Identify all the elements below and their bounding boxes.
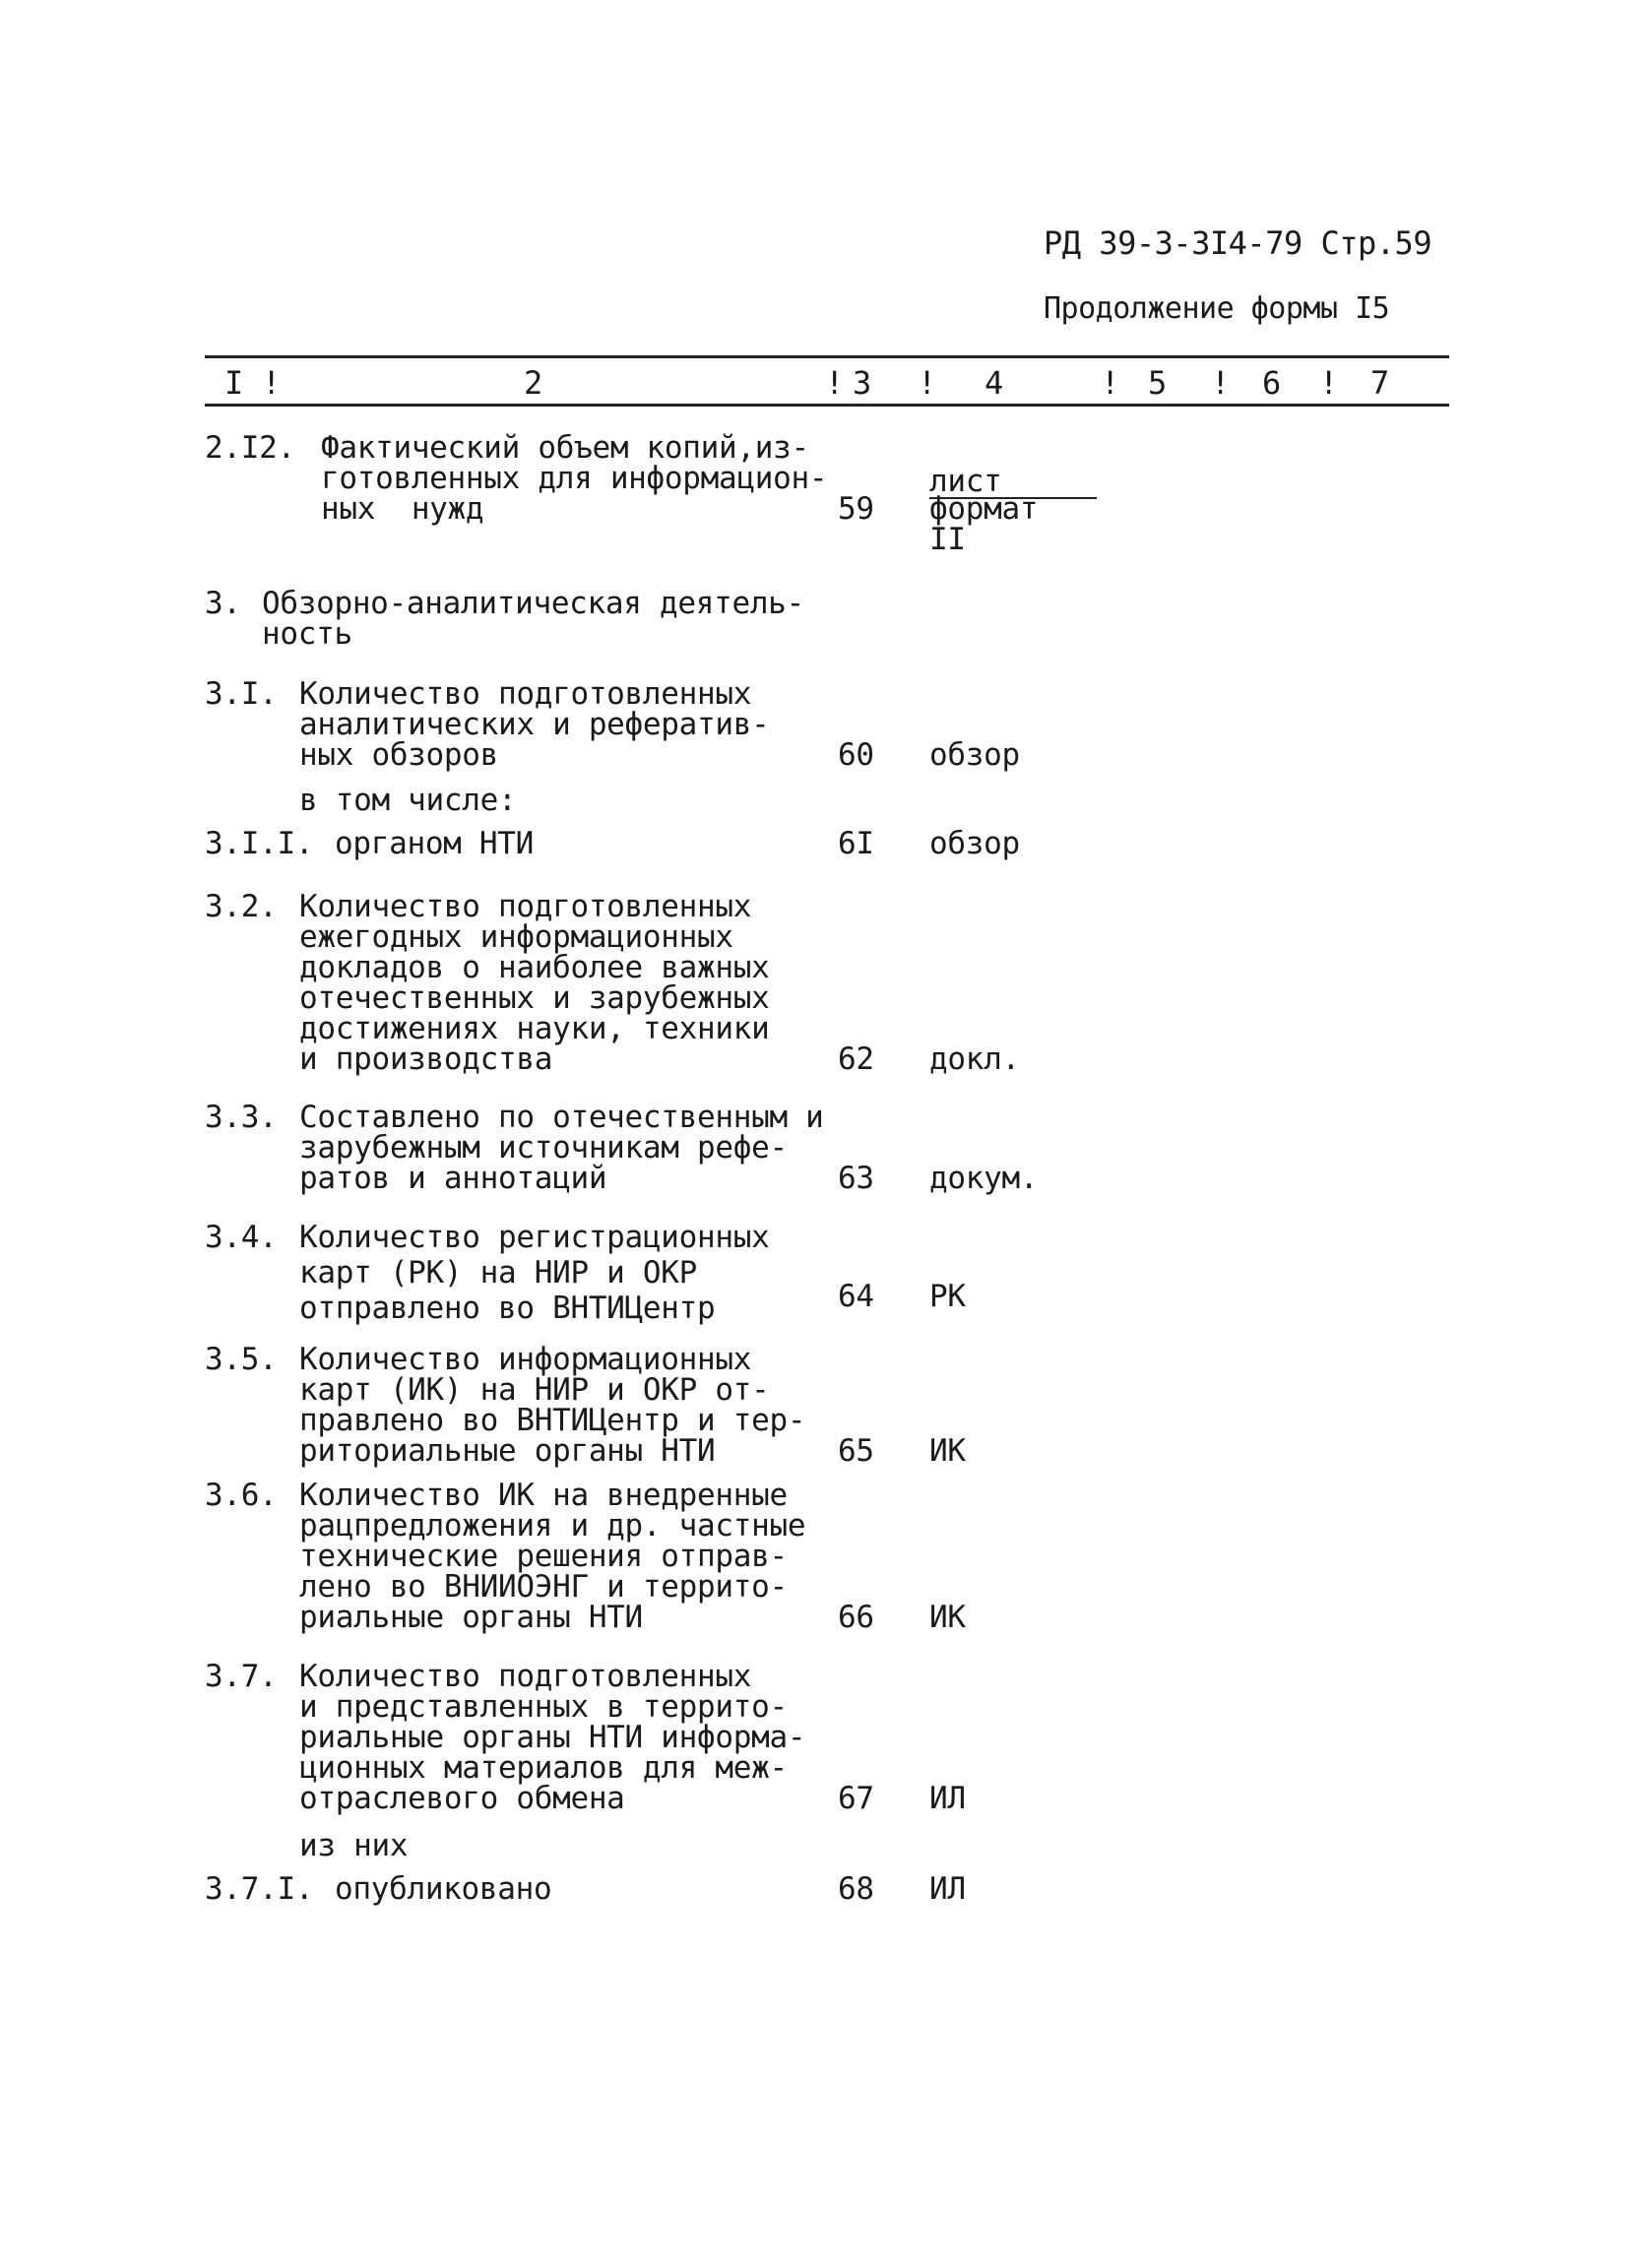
row-text-line: отправлено во ВНТИЦентр [299,1291,716,1326]
row-unit: ИК [929,1433,966,1469]
row-text-line: органом НТИ [335,826,534,861]
row-text-line: ных обзоров [299,737,498,773]
row-text-line: Количество подготовленных [299,889,752,924]
row-text-line: Количество подготовленных [299,1659,752,1694]
table-header-top-rule [205,355,1449,358]
column-header-6: 6 [1262,364,1282,402]
row-unit: РК [929,1279,966,1314]
row-text-line: зарубежным источникам рефе- [299,1130,788,1166]
row-text-line: Обзорно-аналитическая деятель- [262,586,804,621]
row-code: 59 [838,491,874,527]
column-header-7: 7 [1370,364,1390,402]
row-text-line: аналитических и рефератив- [299,707,770,742]
row-unit: обзор [929,737,1020,773]
row-code: 6I [838,826,874,861]
column-header-3: 3 [853,364,872,402]
column-separator: ! [1319,364,1339,402]
row-unit: ИЛ [929,1871,966,1907]
row-text-line: риальные органы НТИ информа- [299,1720,806,1755]
row-number: 2.I2. [205,430,295,466]
form-continuation-label: Продолжение формы I5 [1044,291,1390,326]
row-text-line: отраслевого обмена [299,1781,625,1816]
column-separator: ! [1101,364,1120,402]
row-number: 3.3. [205,1100,278,1135]
row-text-line: и производства [299,1041,553,1077]
row-text-line: достижениях науки, техники [299,1011,770,1046]
row-text-line: лено во ВНИИОЭНГ и террито- [299,1569,788,1605]
row-text-line: ратов и аннотаций [299,1161,607,1196]
row-text-line: технические решения отправ- [299,1539,788,1574]
row-number: 3.2. [205,889,278,924]
column-header-5: 5 [1148,364,1168,402]
row-unit: ИК [929,1600,966,1635]
row-text-line: готовленных для информацион- [321,461,828,496]
document-reference: РД 39-3-3I4-79 Стр.59 [1044,224,1432,262]
row-code: 63 [838,1161,874,1196]
row-number: 3. [205,586,241,621]
column-separator: ! [1211,364,1231,402]
row-text-line: отечественных и зарубежных [299,980,770,1016]
row-unit: обзор [929,826,1020,861]
row-code: 60 [838,737,874,773]
column-header-1: I [224,364,244,402]
row-text-line: карт (РК) на НИР и ОКР [299,1255,697,1291]
row-code: 65 [838,1433,874,1469]
row-code: 68 [838,1871,874,1907]
column-separator: ! [918,364,937,402]
row-text-line: ных нужд [321,491,484,527]
row-number: 3.6. [205,1478,278,1513]
section-note: в том числе: [299,783,517,818]
row-code: 64 [838,1279,874,1314]
row-text-line: докладов о наиболее важных [299,950,770,985]
row-number: 3.I. [205,676,278,712]
row-unit: докл. [929,1041,1020,1077]
row-number: 3.I.I. [205,826,314,861]
section-note: из них [299,1828,409,1863]
row-number: 3.7.I. [205,1871,314,1907]
column-separator: ! [262,364,282,402]
row-text-line: и представленных в террито- [299,1689,788,1725]
row-text-line: Количество регистрационных [299,1220,770,1255]
row-unit: ИЛ [929,1781,966,1816]
row-text-line: риториальные органы НТИ [299,1433,716,1469]
row-text-line: ционных материалов для меж- [299,1750,788,1786]
row-number: 3.5. [205,1342,278,1377]
column-header-4: 4 [985,364,1004,402]
row-text-line: Количество информационных [299,1342,752,1377]
row-text-line: ность [262,616,352,652]
row-text-line: риальные органы НТИ [299,1600,643,1635]
row-text-line: опубликовано [335,1871,552,1907]
row-text-line: Составлено по отечественным и [299,1100,824,1135]
row-number: 3.4. [205,1220,278,1255]
row-code: 66 [838,1600,874,1635]
row-number: 3.7. [205,1659,278,1694]
row-text-line: Фактический объем копий,из- [321,430,809,466]
row-text-line: Количество ИК на внедренные [299,1478,788,1513]
row-code: 67 [838,1781,874,1816]
row-text-line: Количество подготовленных [299,676,752,712]
column-header-2: 2 [524,364,543,402]
unit-numerator: лист [929,464,1002,499]
row-unit: докум. [929,1161,1039,1196]
row-code: 62 [838,1041,874,1077]
row-text-line: карт (ИК) на НИР и ОКР от- [299,1372,770,1408]
column-separator: ! [825,364,845,402]
row-text-line: правлено во ВНТИЦентр и тер- [299,1403,806,1438]
row-text-line: рацпредложения и др. частные [299,1508,806,1544]
unit-denominator: формат II [929,491,1039,557]
table-header-bottom-rule [205,404,1449,407]
row-text-line: ежегодных информационных [299,919,733,955]
